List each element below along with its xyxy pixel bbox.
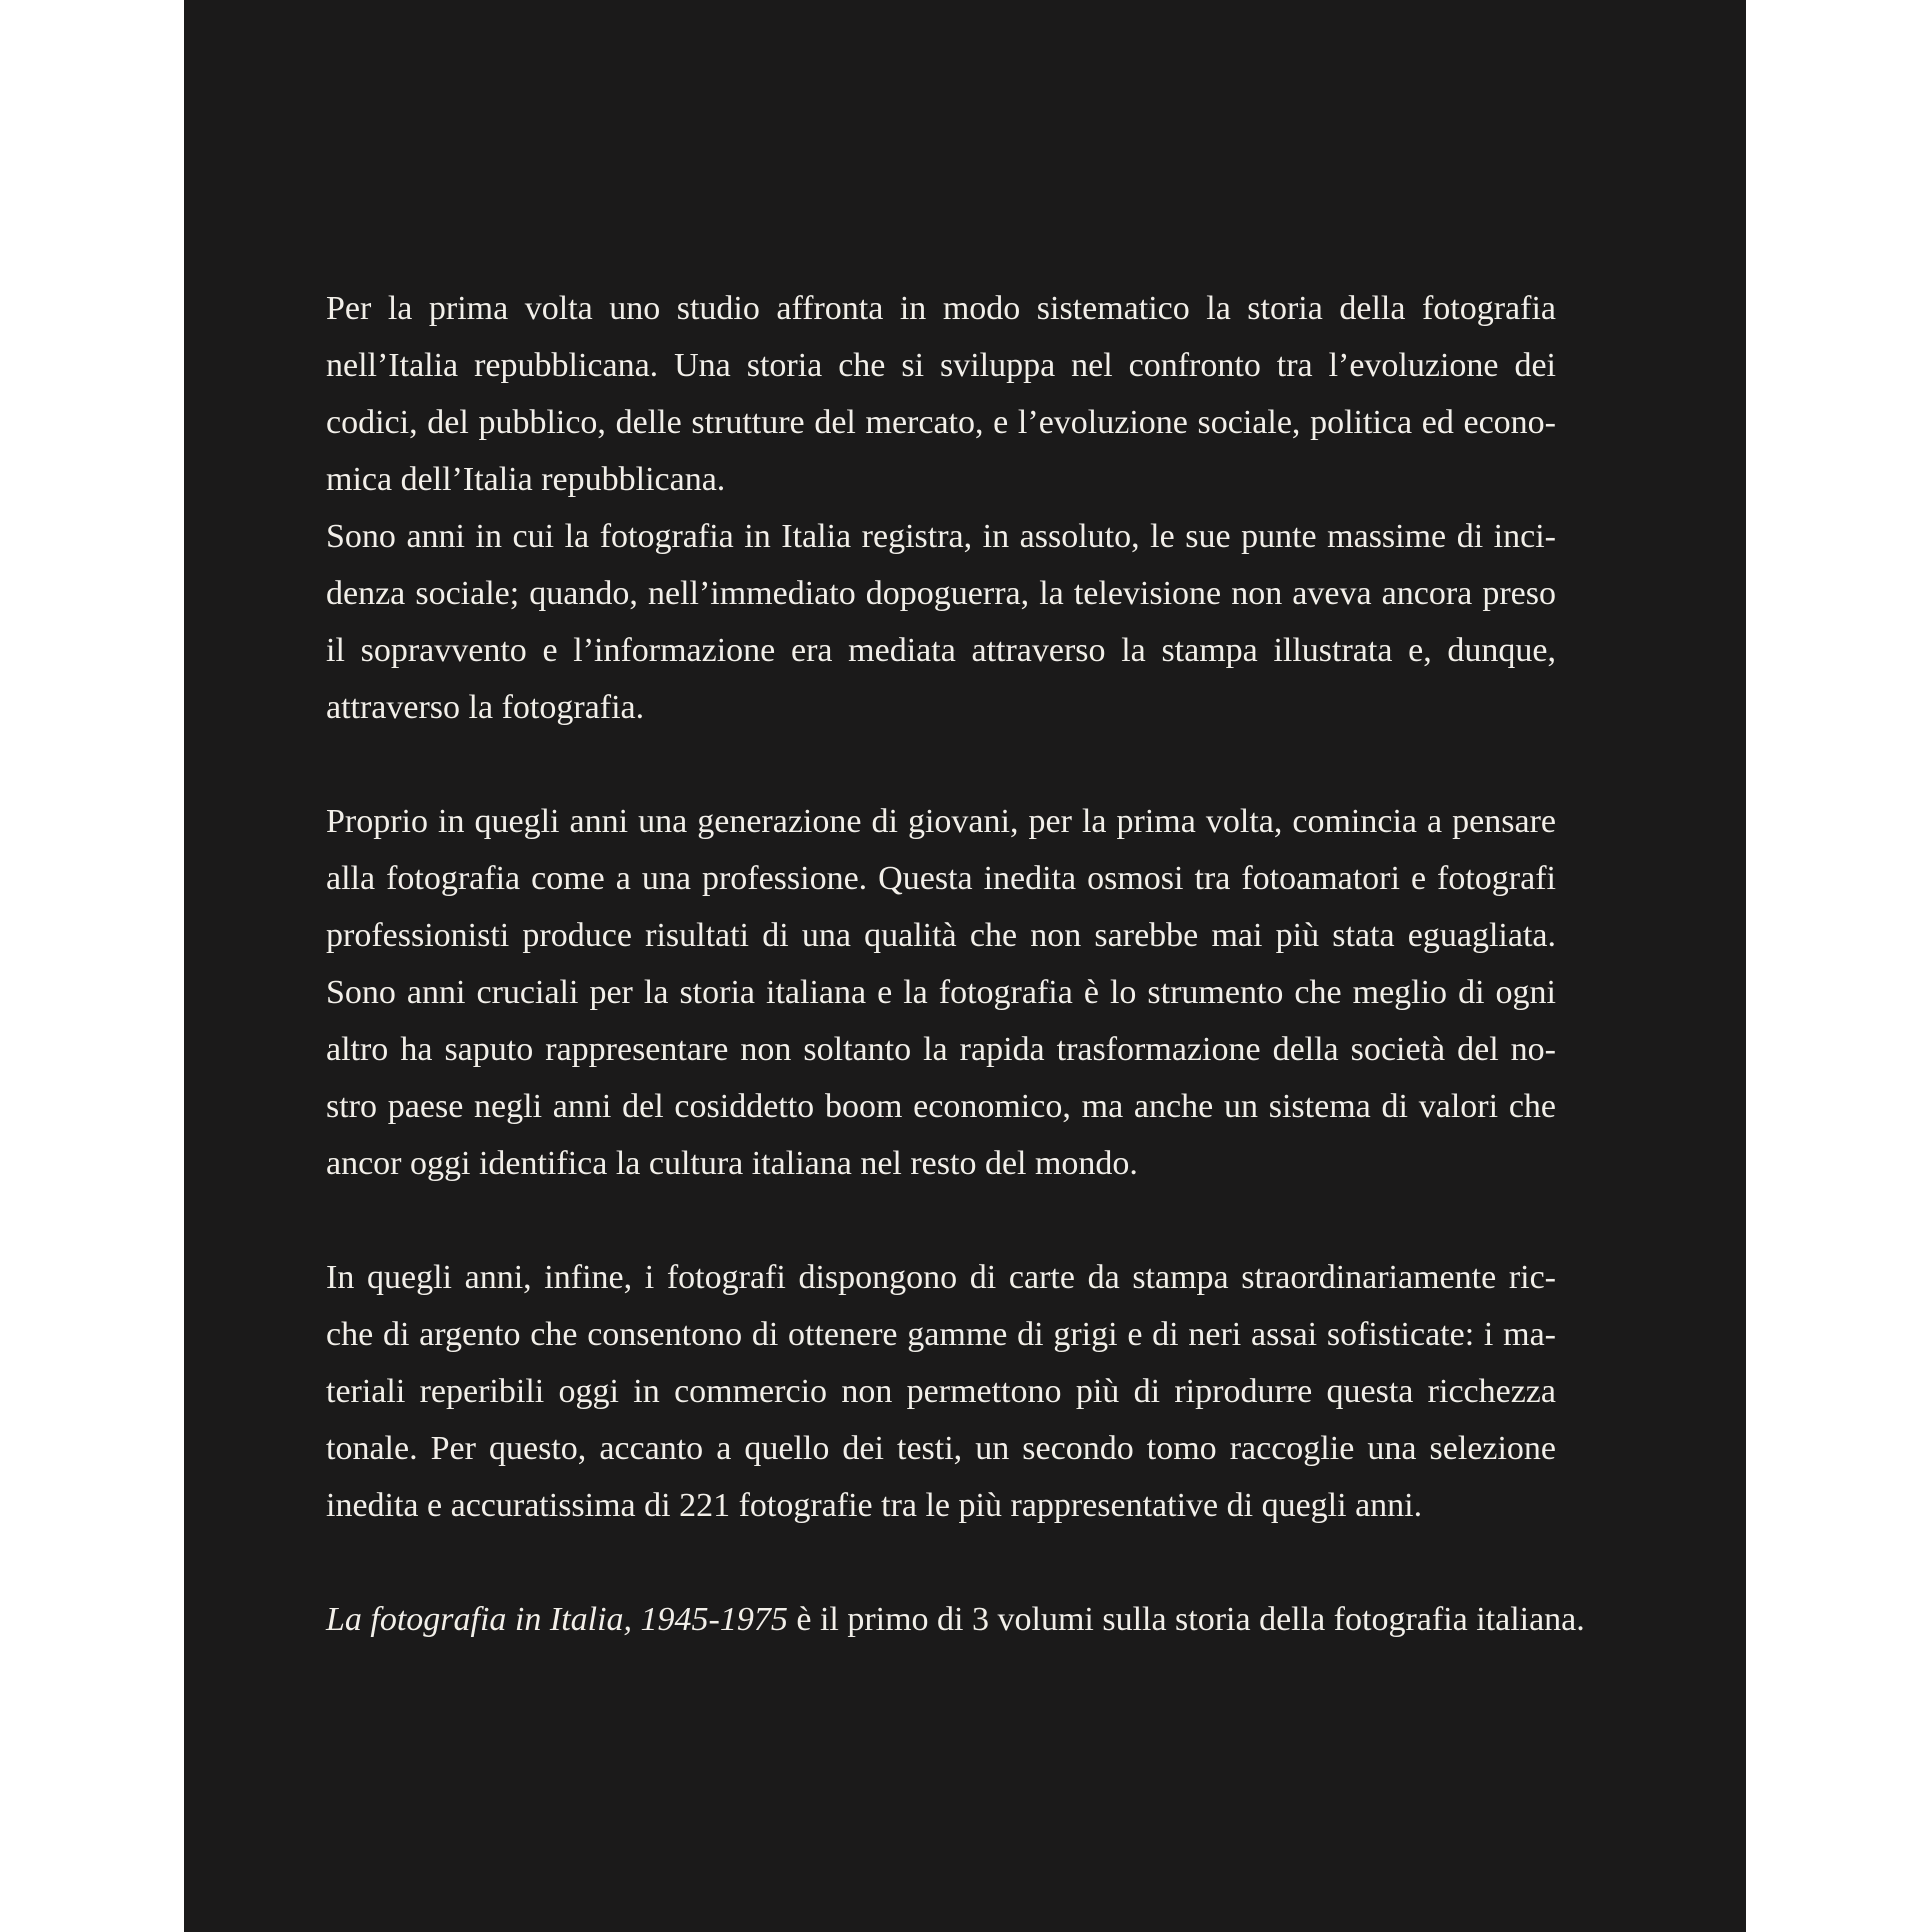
text-line: In quegli anni, infine, i fotografi dispongono di carte da stampa straordinariamente ric- [326,1259,1556,1296]
text-line: Sono anni in cui la fotografia in Italia registra, in assoluto, le sue punte massime di inci- [326,518,1556,555]
text-line: Per la prima volta uno studio affronta in modo sistematico la storia della fotografia [326,290,1556,327]
closing-text: è il primo di 3 volumi sulla storia della fotografia italiana. [787,1601,1585,1638]
text-line: teriali reperibili oggi in commercio non permettono più di riprodurre questa ricchezza [326,1373,1556,1410]
text-line: il sopravvento e l’informazione era mediata attraverso la stampa illustrata e, dunque, [326,632,1556,669]
text-line: altro ha saputo rappresentare non soltanto la rapida trasformazione della società del no- [326,1031,1556,1068]
text-line: Sono anni cruciali per la storia italiana e la fotografia è lo strumento che meglio di ogni [326,974,1556,1011]
text-line: professionisti produce risultati di una qualità che non sarebbe mai più stata eguagliata. [326,917,1556,954]
text-line: alla fotografia come a una professione. Questa inedita osmosi tra fotoamatori e fotografi [326,860,1556,897]
text-line: Proprio in quegli anni una generazione di giovani, per la prima volta, comincia a pensare [326,803,1556,840]
text-line: inedita e accuratissima di 221 fotografie tra le più rappresentative di quegli anni. [326,1487,1423,1524]
text-line: ancor oggi identifica la cultura italiana nel resto del mondo. [326,1145,1138,1182]
text-line: nell’Italia repubblicana. Una storia che si sviluppa nel confronto tra l’evoluzione dei [326,347,1556,384]
text-line: codici, del pubblico, delle strutture del mercato, e l’evoluzione sociale, politica ed econo- [326,404,1556,441]
text-line: stro paese negli anni del cosiddetto boom economico, ma anche un sistema di valori che [326,1088,1556,1125]
text-line: tonale. Per questo, accanto a quello dei testi, un secondo tomo raccoglie una selezione [326,1430,1556,1467]
book-title: La fotografia in Italia, 1945-1975 [326,1601,788,1638]
paragraph-gap [326,736,1556,793]
closing-line [326,1591,1585,1648]
back-cover-text [326,280,1585,1648]
text-line: denza sociale; quando, nell’immediato dopoguerra, la televisione non aveva ancora preso [326,575,1556,612]
text-line: mica dell’Italia repubblicana. [326,461,726,498]
paragraph-gap [326,1534,1556,1591]
text-line: che di argento che consentono di ottenere gamme di grigi e di neri assai sofisticate: i ma- [326,1316,1556,1353]
text-line: attraverso la fotografia. [326,689,645,726]
paragraph-gap [326,1192,1556,1249]
